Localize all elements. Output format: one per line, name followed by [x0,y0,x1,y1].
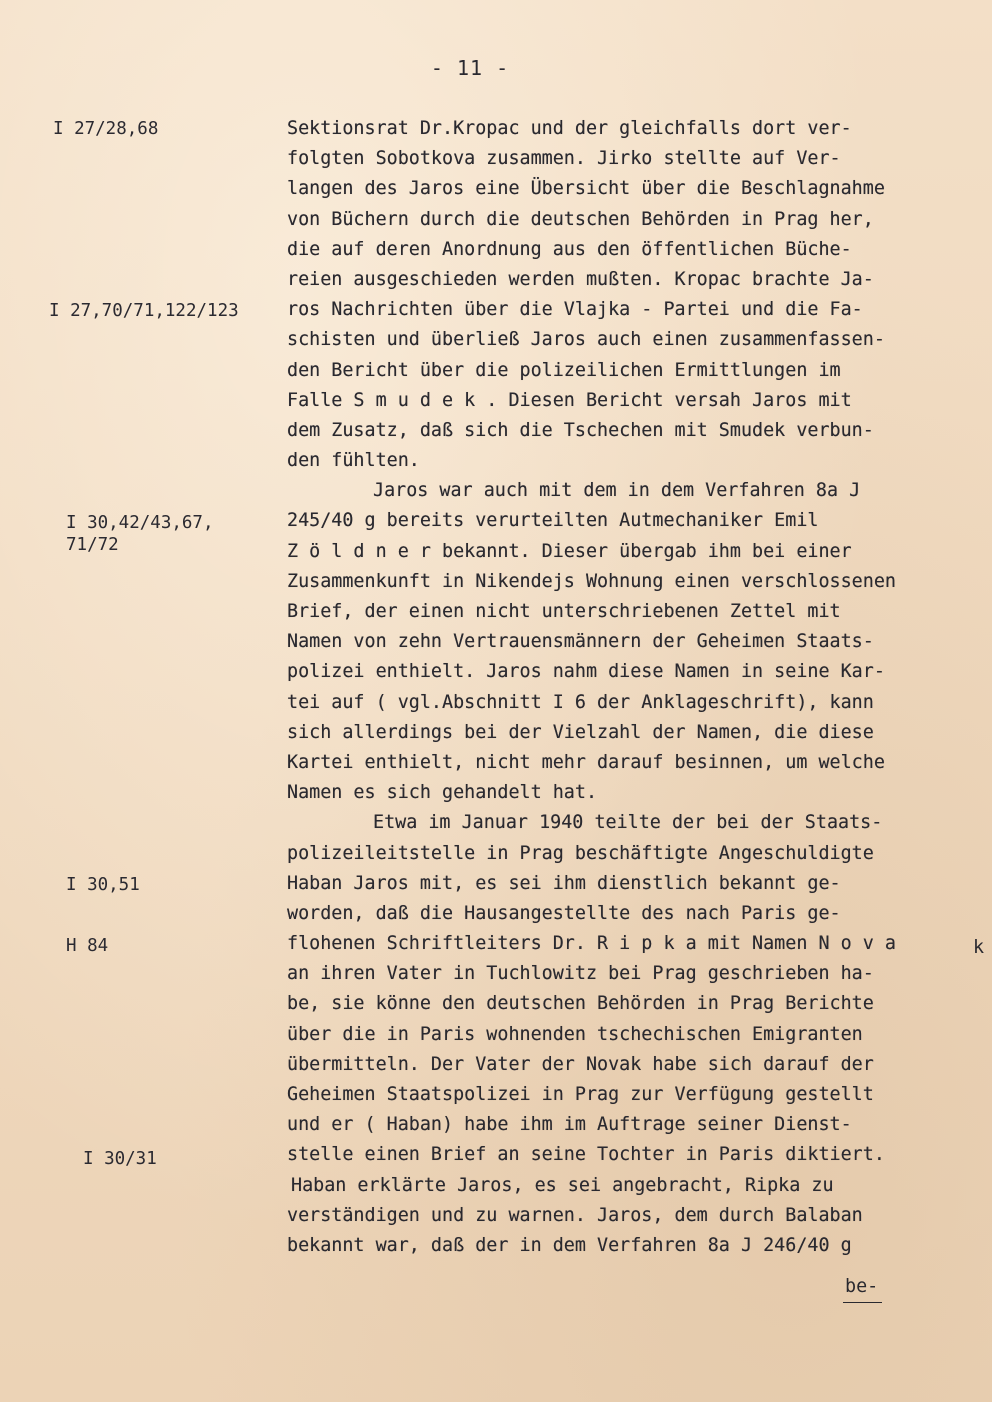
text-line: schisten und überließ Jaros auch einen zusammenfassen- [287,329,885,351]
text-line: folgten Sobotkova zusammen. Jirko stellte auf Ver- [287,148,841,170]
text-line: von Büchern durch die deutschen Behörden in Prag her, [287,208,874,230]
margin-note-4: 71/72 [66,535,119,555]
margin-note-2: I 27,70/71,122/123 [49,301,239,321]
text-line: Haban Jaros mit, es sei ihm dienstlich bekannt ge- [287,872,841,894]
text-line: 245/40 g bereits verurteilten Autmechaniker Emil [287,510,819,532]
text-line: Jaros war auch mit dem in dem Verfahren 8a J [373,480,861,502]
overflow-char: k [973,937,985,958]
text-line: übermitteln. Der Vater der Novak habe sich darauf der [287,1053,874,1075]
text-line: über die in Paris wohnenden tschechischen Emigranten [287,1023,863,1045]
page-continuation-mark: be- [843,1272,882,1303]
text-line: Sektionsrat Dr.Kropac und der gleichfalls dort ver- [287,118,852,139]
text-line: flohenen Schriftleiters Dr. R i p k a mit Namen N o v a [287,933,896,955]
text-line: dem Zusatz, daß sich die Tschechen mit Smudek verbun- [287,419,874,441]
margin-note-6: H 84 [66,936,109,956]
body-text [287,114,977,1261]
text-line: an ihren Vater in Tuchlowitz bei Prag geschrieben ha- [287,963,874,985]
text-line: langen des Jaros eine Übersicht über die Beschlagnahme [287,178,885,200]
text-line: stelle einen Brief an seine Tochter in Paris diktiert. [287,1144,885,1166]
text-line: ros Nachrichten über die Vlajka - Partei und die Fa- [287,299,863,321]
text-line: den fühlten. [287,450,420,472]
page-number: - 11 - [430,56,510,80]
text-line: Kartei enthielt, nicht mehr darauf besinnen, um welche [287,751,885,773]
text-line: be, sie könne den deutschen Behörden in Prag Berichte [287,993,874,1015]
text-line: Etwa im Januar 1940 teilte der bei der Staats- [373,812,883,834]
margin-note-7: I 30/31 [83,1149,157,1169]
text-line: Falle S m u d e k . Diesen Bericht versah Jaros mit [287,389,852,411]
text-line: die auf deren Anordnung aus den öffentlichen Büche- [287,238,852,260]
text-line: bekannt war, daß der in dem Verfahren 8a J 246/40 g [287,1234,852,1256]
text-line: polizeileitstelle in Prag beschäftigte Angeschuldigte [287,842,874,864]
text-line: polizei enthielt. Jaros nahm diese Namen in seine Kar- [287,661,885,683]
margin-note-1: I 27/28,68 [53,119,159,139]
text-line: Namen es sich gehandelt hat. [287,782,598,804]
text-line: Z ö l d n e r bekannt. Dieser übergab ihm bei einer [287,540,852,562]
text-line: Zusammenkunft in Nikendejs Wohnung einen verschlossenen [287,570,896,592]
text-line: Haban erklärte Jaros, es sei angebracht, Ripka zu [291,1174,834,1196]
text-line: worden, daß die Hausangestellte des nach Paris ge- [287,902,841,924]
margin-note-5: I 30,51 [66,875,140,895]
text-line: und er ( Haban) habe ihm im Auftrage seiner Dienst- [287,1114,852,1136]
text-line: Namen von zehn Vertrauensmännern der Geheimen Staats- [287,631,874,653]
text-line: verständigen und zu warnen. Jaros, dem durch Balaban [287,1204,863,1226]
text-line: Brief, der einen nicht unterschriebenen Zettel mit [287,601,841,622]
text-line: sich allerdings bei der Vielzahl der Namen, die diese [287,721,874,743]
text-line: reien ausgeschieden werden mußten. Kropac brachte Ja- [287,268,874,290]
text-line: den Bericht über die polizeilichen Ermittlungen im [287,359,841,381]
margin-note-3: I 30,42/43,67, [66,513,214,533]
text-line: Geheimen Staatspolizei in Prag zur Verfügung gestellt [287,1084,874,1105]
text-line: tei auf ( vgl.Abschnitt I 6 der Anklageschrift), kann [287,691,874,713]
